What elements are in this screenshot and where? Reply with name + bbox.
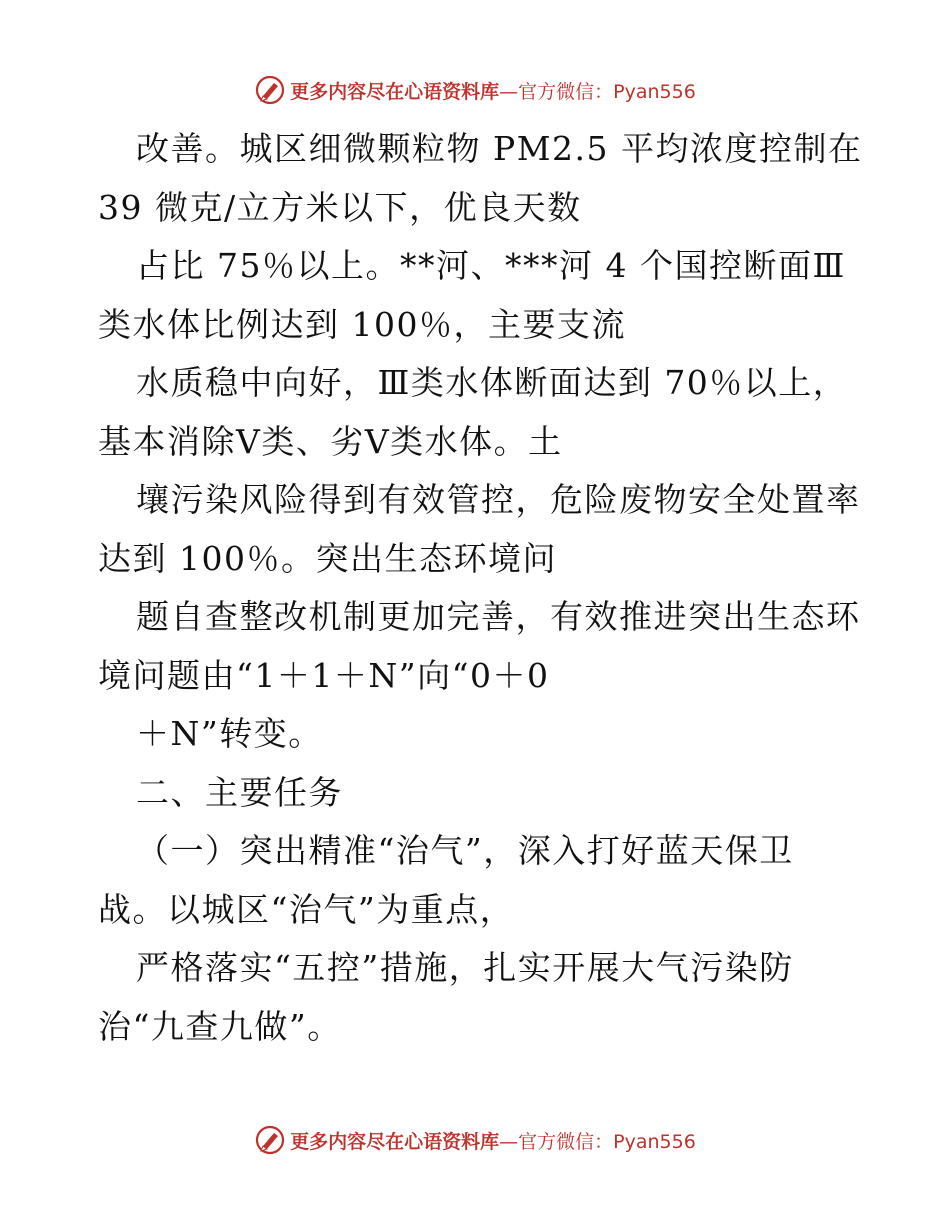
header-banner-title: 更多内容尽在心语资料库: [290, 80, 500, 103]
header-banner-dash: —: [499, 80, 519, 103]
paragraph-line: 达到 100％。突出生态环境问: [98, 538, 557, 578]
header-banner: [0, 70, 950, 110]
paragraph-line: 境问题由“1＋1＋N”向“0＋0: [98, 655, 550, 695]
paragraph-line: 水质稳中向好，Ⅲ类水体断面达到 70％以上，: [136, 363, 848, 402]
pen-circle-logo-icon: [254, 74, 286, 106]
paragraph-line: 基本消除Ⅴ类、劣Ⅴ类水体。土: [98, 421, 563, 461]
paragraph-line: 战。以城区“治气”为重点，: [98, 889, 515, 929]
header-banner-wechat: 官方微信：Pyan556: [518, 80, 696, 103]
paragraph-line: 治“九查九做”。: [98, 1006, 342, 1046]
paragraph-line: 占比 75％以上。**河、***河 4 个国控断面Ⅲ: [136, 246, 846, 285]
paragraph-line: 严格落实“五控”措施，扎实开展大气污染防: [136, 948, 794, 987]
paragraph-line: 类水体比例达到 100％，主要支流: [98, 304, 626, 344]
footer-banner-wechat: 官方微信：Pyan556: [518, 1130, 696, 1153]
subsection-heading: （一）突出精准“治气”，深入打好蓝天保卫: [136, 831, 794, 870]
paragraph-line: 壤污染风险得到有效管控，危险废物安全处置率: [136, 480, 861, 519]
pen-circle-logo-icon: [254, 1124, 286, 1156]
header-banner-text: [290, 77, 696, 104]
footer-banner-title: 更多内容尽在心语资料库: [290, 1130, 500, 1153]
document-body: [98, 120, 863, 1056]
paragraph-line: 改善。城区细微颗粒物 PM2.5 平均浓度控制在: [136, 129, 863, 168]
footer-banner-dash: —: [499, 1130, 519, 1153]
paragraph-line: ＋N”转变。: [136, 714, 323, 753]
paragraph-line: 题自查整改机制更加完善，有效推进突出生态环: [136, 597, 861, 636]
footer-banner: [0, 1120, 950, 1160]
section-heading: 二、主要任务: [136, 772, 343, 812]
paragraph-line: 39 微克/立方米以下，优良天数: [98, 187, 582, 227]
footer-banner-text: [290, 1127, 696, 1154]
